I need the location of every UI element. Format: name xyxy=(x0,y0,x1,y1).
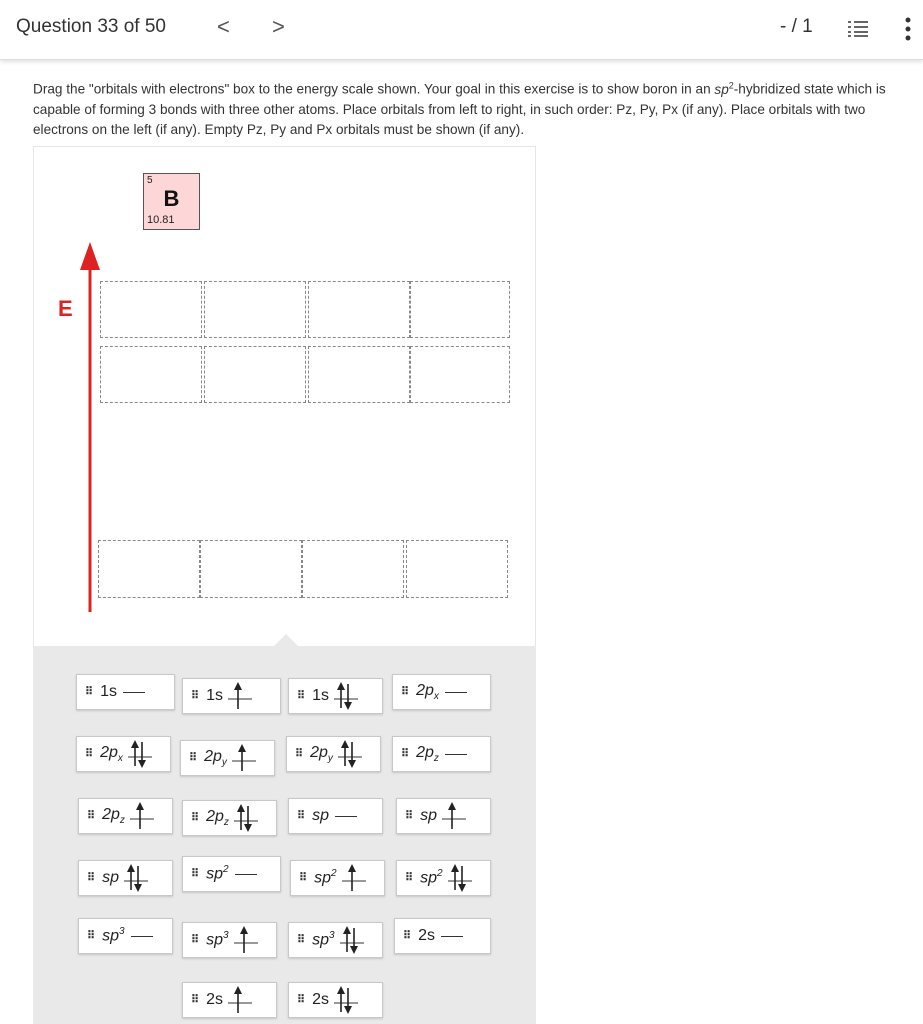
orbital-label: sp xyxy=(420,807,437,824)
drop-slot[interactable] xyxy=(406,540,508,598)
drag-handle-icon[interactable]: ⠿ xyxy=(87,871,95,884)
orbital-chip-sp3-two[interactable] xyxy=(288,922,383,958)
orbital-label: 2s xyxy=(312,991,329,1008)
electron-pair-arrows-icon xyxy=(332,985,358,1015)
drag-handle-icon[interactable]: ⠿ xyxy=(299,871,307,884)
drag-handle-icon[interactable]: ⠿ xyxy=(85,747,93,760)
empty-orbital-line xyxy=(131,936,153,937)
drop-slot[interactable] xyxy=(100,346,202,403)
more-options-icon[interactable] xyxy=(904,16,912,42)
electron-pair-arrows-icon xyxy=(336,739,362,769)
electron-up-arrow-icon xyxy=(230,743,256,773)
orbital-label: $sp^3$ xyxy=(102,926,125,945)
previous-question-button[interactable]: < xyxy=(217,14,230,39)
element-tile-boron xyxy=(143,173,200,230)
orbital-chip-sp-one[interactable] xyxy=(396,798,491,834)
orbital-chip-2s-empty[interactable] xyxy=(394,918,491,954)
drag-handle-icon[interactable]: ⠿ xyxy=(189,751,197,764)
orbital-label: $sp^2$ xyxy=(314,868,337,887)
electron-pair-arrows-icon xyxy=(446,863,472,893)
drag-handle-icon[interactable]: ⠿ xyxy=(191,993,199,1006)
orbital-chip-2s-one[interactable] xyxy=(182,982,277,1018)
drag-handle-icon[interactable]: ⠿ xyxy=(191,689,199,702)
drag-handle-icon[interactable]: ⠿ xyxy=(85,685,93,698)
drag-handle-icon[interactable]: ⠿ xyxy=(297,809,305,822)
drag-handle-icon[interactable]: ⠿ xyxy=(297,933,305,946)
drop-slot[interactable] xyxy=(302,540,404,598)
energy-axis-arrow-icon xyxy=(80,242,100,612)
empty-orbital-line xyxy=(441,936,463,937)
electron-up-arrow-icon xyxy=(128,801,154,831)
drag-handle-icon[interactable]: ⠿ xyxy=(401,685,409,698)
orbital-label: 2s xyxy=(206,991,223,1008)
atomic-mass: 10.81 xyxy=(147,214,175,226)
instructions-hybrid: $sp^2$ xyxy=(714,80,734,97)
drag-handle-icon[interactable]: ⠿ xyxy=(87,809,95,822)
drag-handle-icon[interactable]: ⠿ xyxy=(405,809,413,822)
top-bar xyxy=(0,0,923,60)
orbital-chip-sp2-empty[interactable] xyxy=(182,856,281,892)
empty-orbital-line xyxy=(445,692,467,693)
electron-up-arrow-icon xyxy=(340,863,366,893)
drop-slot[interactable] xyxy=(204,281,306,338)
orbital-chip-1s-empty[interactable] xyxy=(76,674,175,710)
question-counter: Question 33 of 50 xyxy=(16,16,166,37)
drop-slot[interactable] xyxy=(308,281,410,338)
orbital-label: $2p_x$ xyxy=(416,681,439,703)
drag-handle-icon[interactable]: ⠿ xyxy=(401,747,409,760)
orbital-label: sp xyxy=(102,869,119,886)
orbital-chip-2pz-two[interactable] xyxy=(182,800,277,836)
question-list-icon[interactable] xyxy=(848,20,868,38)
atomic-number: 5 xyxy=(147,175,153,186)
orbital-label: 1s xyxy=(100,683,117,700)
electron-up-arrow-icon xyxy=(226,681,252,711)
electron-up-arrow-icon xyxy=(226,985,252,1015)
orbital-chip-1s-two[interactable] xyxy=(288,678,383,714)
orbital-chip-sp2-one[interactable] xyxy=(290,860,385,896)
drop-slot[interactable] xyxy=(410,281,510,338)
electron-pair-arrows-icon xyxy=(338,925,364,955)
drag-handle-icon[interactable]: ⠿ xyxy=(297,993,305,1006)
orbital-label: sp xyxy=(312,807,329,824)
drop-slot[interactable] xyxy=(200,540,302,598)
orbital-chip-2s-two[interactable] xyxy=(288,982,383,1018)
orbital-chip-2pz-empty[interactable] xyxy=(392,736,491,772)
element-symbol: B xyxy=(163,186,180,211)
drop-slot[interactable] xyxy=(98,540,200,598)
electron-pair-arrows-icon xyxy=(122,863,148,893)
orbital-chip-2py-one[interactable] xyxy=(180,740,275,776)
orbital-label: $sp^3$ xyxy=(206,930,229,949)
drag-handle-icon[interactable]: ⠿ xyxy=(405,871,413,884)
instructions-text-1: Drag the "orbitals with electrons" box to the energy scale shown. Your goal in this exercise is to show boron in an xyxy=(33,81,715,97)
drag-handle-icon[interactable]: ⠿ xyxy=(87,929,95,942)
orbital-label: $2p_z$ xyxy=(416,743,439,765)
drag-handle-icon[interactable]: ⠿ xyxy=(295,747,303,760)
drop-slot[interactable] xyxy=(308,346,410,403)
instructions-text-2: -hybridized state which is capable of forming 3 bonds with three other atoms. Place orbitals from left to right, in such order: Pz, Py, Px (if any). Place orbitals with two electrons on the left (if any). Empty Pz, Py and Px orbitals must be shown (if any). xyxy=(33,81,886,137)
orbital-chip-1s-one[interactable] xyxy=(182,678,281,714)
electron-pair-arrows-icon xyxy=(332,681,358,711)
orbital-chip-2py-two[interactable] xyxy=(286,736,381,772)
energy-axis-label: E xyxy=(58,296,73,321)
drop-slot[interactable] xyxy=(100,281,202,338)
drag-handle-icon[interactable]: ⠿ xyxy=(191,867,199,880)
drop-slot[interactable] xyxy=(410,346,510,403)
orbital-chip-sp3-empty[interactable] xyxy=(78,918,173,954)
orbital-chip-sp-empty[interactable] xyxy=(288,798,383,834)
orbital-label: $2p_z$ xyxy=(206,807,229,829)
empty-orbital-line xyxy=(445,754,467,755)
empty-orbital-line xyxy=(335,816,357,817)
tray-pointer xyxy=(274,634,298,646)
drag-handle-icon[interactable]: ⠿ xyxy=(191,933,199,946)
electron-pair-arrows-icon xyxy=(126,739,152,769)
orbital-chip-2px-two[interactable] xyxy=(76,736,171,772)
orbital-label: 1s xyxy=(206,687,223,704)
drag-handle-icon[interactable]: ⠿ xyxy=(403,929,411,942)
orbital-label: $sp^2$ xyxy=(420,868,443,887)
orbital-label: $sp^3$ xyxy=(312,930,335,949)
orbital-label: $2p_x$ xyxy=(100,743,123,765)
orbital-label: 1s xyxy=(312,687,329,704)
orbital-label: $2p_y$ xyxy=(204,747,227,769)
orbital-chip-sp-two[interactable] xyxy=(78,860,173,896)
drop-slot[interactable] xyxy=(204,346,306,403)
next-question-button[interactable]: > xyxy=(272,14,285,39)
electron-up-arrow-icon xyxy=(440,801,466,831)
orbital-label: $sp^2$ xyxy=(206,864,229,883)
orbital-label: $2p_z$ xyxy=(102,805,125,827)
score: - / 1 xyxy=(780,16,813,37)
electron-up-arrow-icon xyxy=(232,925,258,955)
orbital-chip-sp3-one[interactable] xyxy=(182,922,277,958)
instructions xyxy=(33,75,903,140)
orbital-label: $2p_y$ xyxy=(310,743,333,765)
empty-orbital-line xyxy=(235,874,257,875)
empty-orbital-line xyxy=(123,692,145,693)
orbital-label: 2s xyxy=(418,927,435,944)
drag-handle-icon[interactable]: ⠿ xyxy=(191,811,199,824)
orbital-chip-2pz-one[interactable] xyxy=(78,798,173,834)
orbital-chip-sp2-two[interactable] xyxy=(396,860,491,896)
electron-pair-arrows-icon xyxy=(232,803,258,833)
orbital-chip-2px-empty[interactable] xyxy=(392,674,491,710)
drag-handle-icon[interactable]: ⠿ xyxy=(297,689,305,702)
